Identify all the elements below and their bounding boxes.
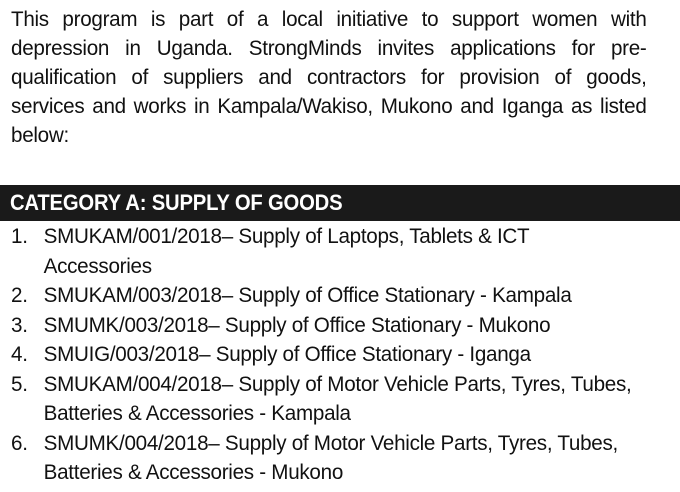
list-item (11, 222, 635, 281)
item-text: SMUMK/003/2018– Supply of Office Stationary - Mukono (43, 312, 551, 337)
item-text: SMUKAM/004/2018– Supply of Motor Vehicle Parts, Tyres, Tubes, Batteries & Accessories - Kampala (43, 371, 632, 425)
item-number: 3. (11, 312, 28, 337)
list-item (11, 429, 635, 488)
item-number: 1. (11, 224, 28, 248)
list-item (11, 311, 635, 341)
goods-list (11, 222, 635, 488)
item-text: SMUKAM/003/2018– Supply of Office Stationary - Kampala (43, 283, 572, 307)
item-number: 5. (11, 371, 28, 396)
list-item (11, 281, 635, 311)
item-number: 4. (11, 342, 28, 366)
item-number: 2. (11, 283, 28, 307)
item-text: SMUIG/003/2018– Supply of Office Stationary - Iganga (43, 342, 531, 366)
intro-paragraph: This program is part of a local initiative to support women with depression in Uganda. StrongMinds invites applications for pre-qualification of suppliers and contractors for provision of goods, services and works in Kampala/Wakiso, Mukono and Iganga as listed below: (11, 7, 647, 147)
item-number: 6. (11, 430, 28, 455)
category-header-bar (0, 185, 680, 221)
item-text: SMUMK/004/2018– Supply of Motor Vehicle Parts, Tyres, Tubes, Batteries & Accessories - Mukono (43, 430, 618, 484)
list-item (11, 370, 635, 429)
list-item (11, 340, 635, 370)
category-title: CATEGORY A: SUPPLY OF GOODS (10, 190, 343, 215)
item-text: SMUKAM/001/2018– Supply of Laptops, Tablets & ICT Accessories (43, 224, 530, 278)
